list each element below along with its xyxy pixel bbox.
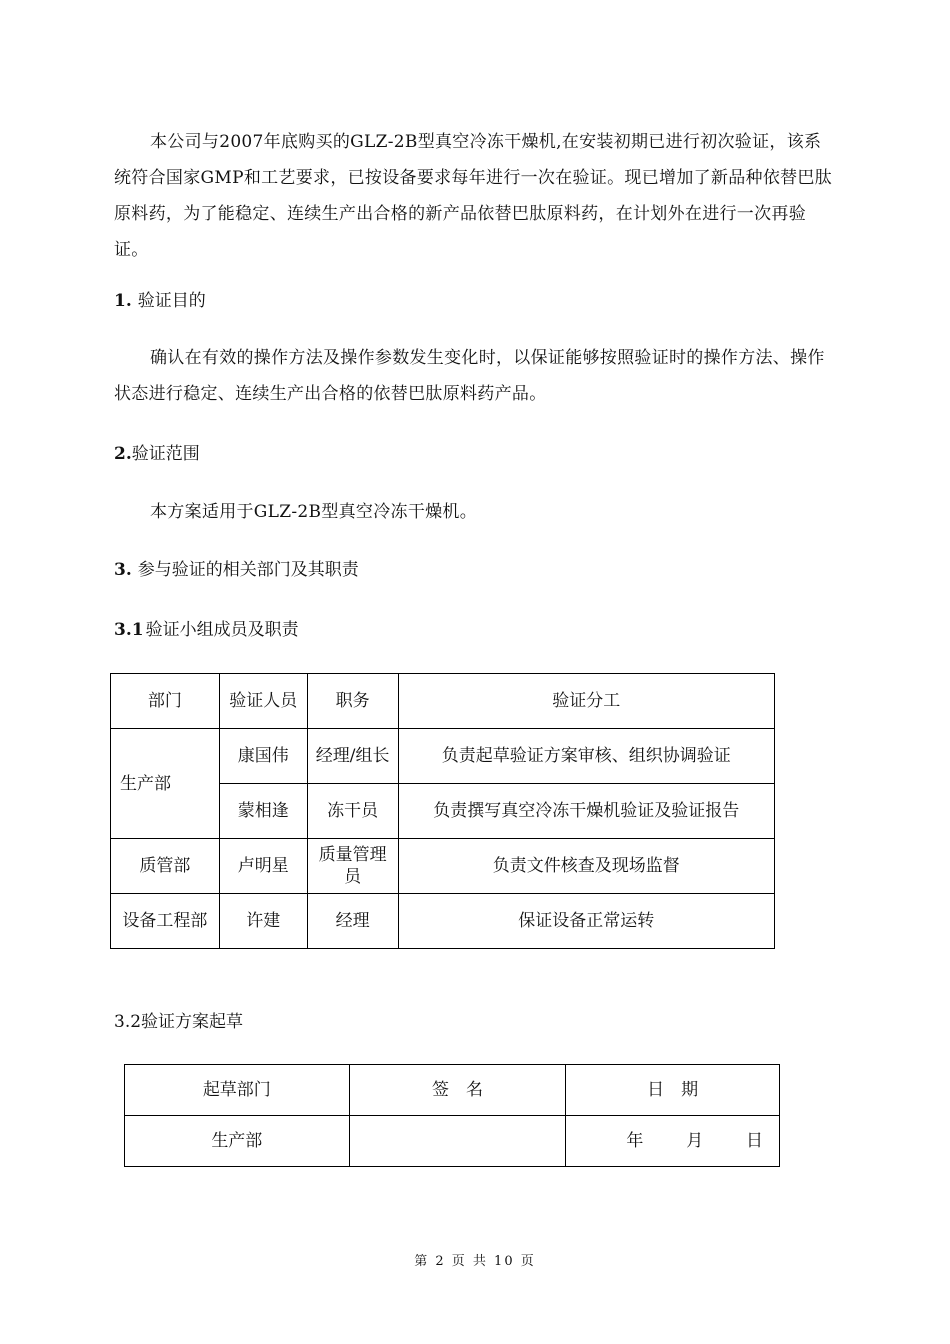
section-number: 1.: [114, 291, 132, 311]
members-table: [110, 673, 775, 949]
section-2-heading: [114, 442, 200, 466]
person-cell: 许建: [219, 894, 307, 949]
person-cell: 康国伟: [219, 729, 307, 784]
section-1-body: 确认在有效的操作方法及操作参数发生变化时，以保证能够按照验证时的操作方法、操作状态进行稳定、连续生产出合格的依替巴肽原料药产品。: [114, 348, 825, 404]
section-3-2-heading: 3.2验证方案起草: [114, 1012, 244, 1032]
duty-cell: 负责文件核查及现场监督: [398, 839, 774, 894]
date-day: 日: [746, 1131, 763, 1151]
draft-table: [124, 1064, 780, 1167]
section-title: 参与验证的相关部门及其职责: [137, 560, 359, 580]
title-cell: 经理/组长: [307, 729, 398, 784]
header-cell: 验证分工: [398, 674, 774, 729]
intro-paragraph: 本公司与2007年底购买的GLZ-2B型真空冷冻干燥机,在安装初期已进行初次验证，该系统符合国家GMP和工艺要求，已按设备要求每年进行一次在验证。现已增加了新品种依替巴肽原料药，为了能稳定、连续生产出合格的新产品依替巴肽原料药，在计划外在进行一次再验证。: [114, 132, 833, 260]
date-cell: [566, 1116, 780, 1167]
table-row: [111, 729, 775, 784]
section-number: 2.: [114, 444, 132, 464]
duty-cell: 负责起草验证方案审核、组织协调验证: [398, 729, 774, 784]
person-cell: 蒙相逢: [219, 784, 307, 839]
header-cell: 签 名: [349, 1065, 566, 1116]
title-cell: 质量管理员: [307, 839, 398, 894]
section-title: 验证范围: [131, 444, 200, 464]
header-cell: 起草部门: [125, 1065, 350, 1116]
dept-cell: 生产部: [111, 729, 220, 839]
section-number: 3.: [114, 560, 132, 580]
table-row: [111, 839, 775, 894]
dept-cell: 生产部: [125, 1116, 350, 1167]
signature-cell: [349, 1116, 566, 1167]
dept-cell: 设备工程部: [111, 894, 220, 949]
header-cell: 部门: [111, 674, 220, 729]
table-header-row: [111, 674, 775, 729]
duty-cell: 负责撰写真空冷冻干燥机验证及验证报告: [398, 784, 774, 839]
page-footer: 第 2 页 共 10 页: [414, 1254, 536, 1269]
date-month: 月: [686, 1131, 704, 1151]
person-cell: 卢明星: [219, 839, 307, 894]
header-cell: 日 期: [566, 1065, 780, 1116]
section-title: 验证小组成员及职责: [145, 620, 299, 640]
table-header-row: [125, 1065, 780, 1116]
header-cell: 职务: [307, 674, 398, 729]
section-number: 3.1: [114, 620, 144, 640]
table-row: [125, 1116, 780, 1167]
section-3-heading: [114, 558, 359, 582]
date-year: 年: [626, 1131, 644, 1151]
title-cell: 经理: [307, 894, 398, 949]
duty-cell: 保证设备正常运转: [398, 894, 774, 949]
dept-cell: 质管部: [111, 839, 220, 894]
section-2-body: 本方案适用于GLZ-2B型真空冷冻干燥机。: [150, 502, 478, 522]
section-1-heading: [114, 289, 206, 313]
header-cell: 验证人员: [219, 674, 307, 729]
title-cell: 冻干员: [307, 784, 398, 839]
section-3-1-heading: [114, 618, 299, 642]
section-title: 验证目的: [137, 291, 206, 311]
table-row: [111, 894, 775, 949]
